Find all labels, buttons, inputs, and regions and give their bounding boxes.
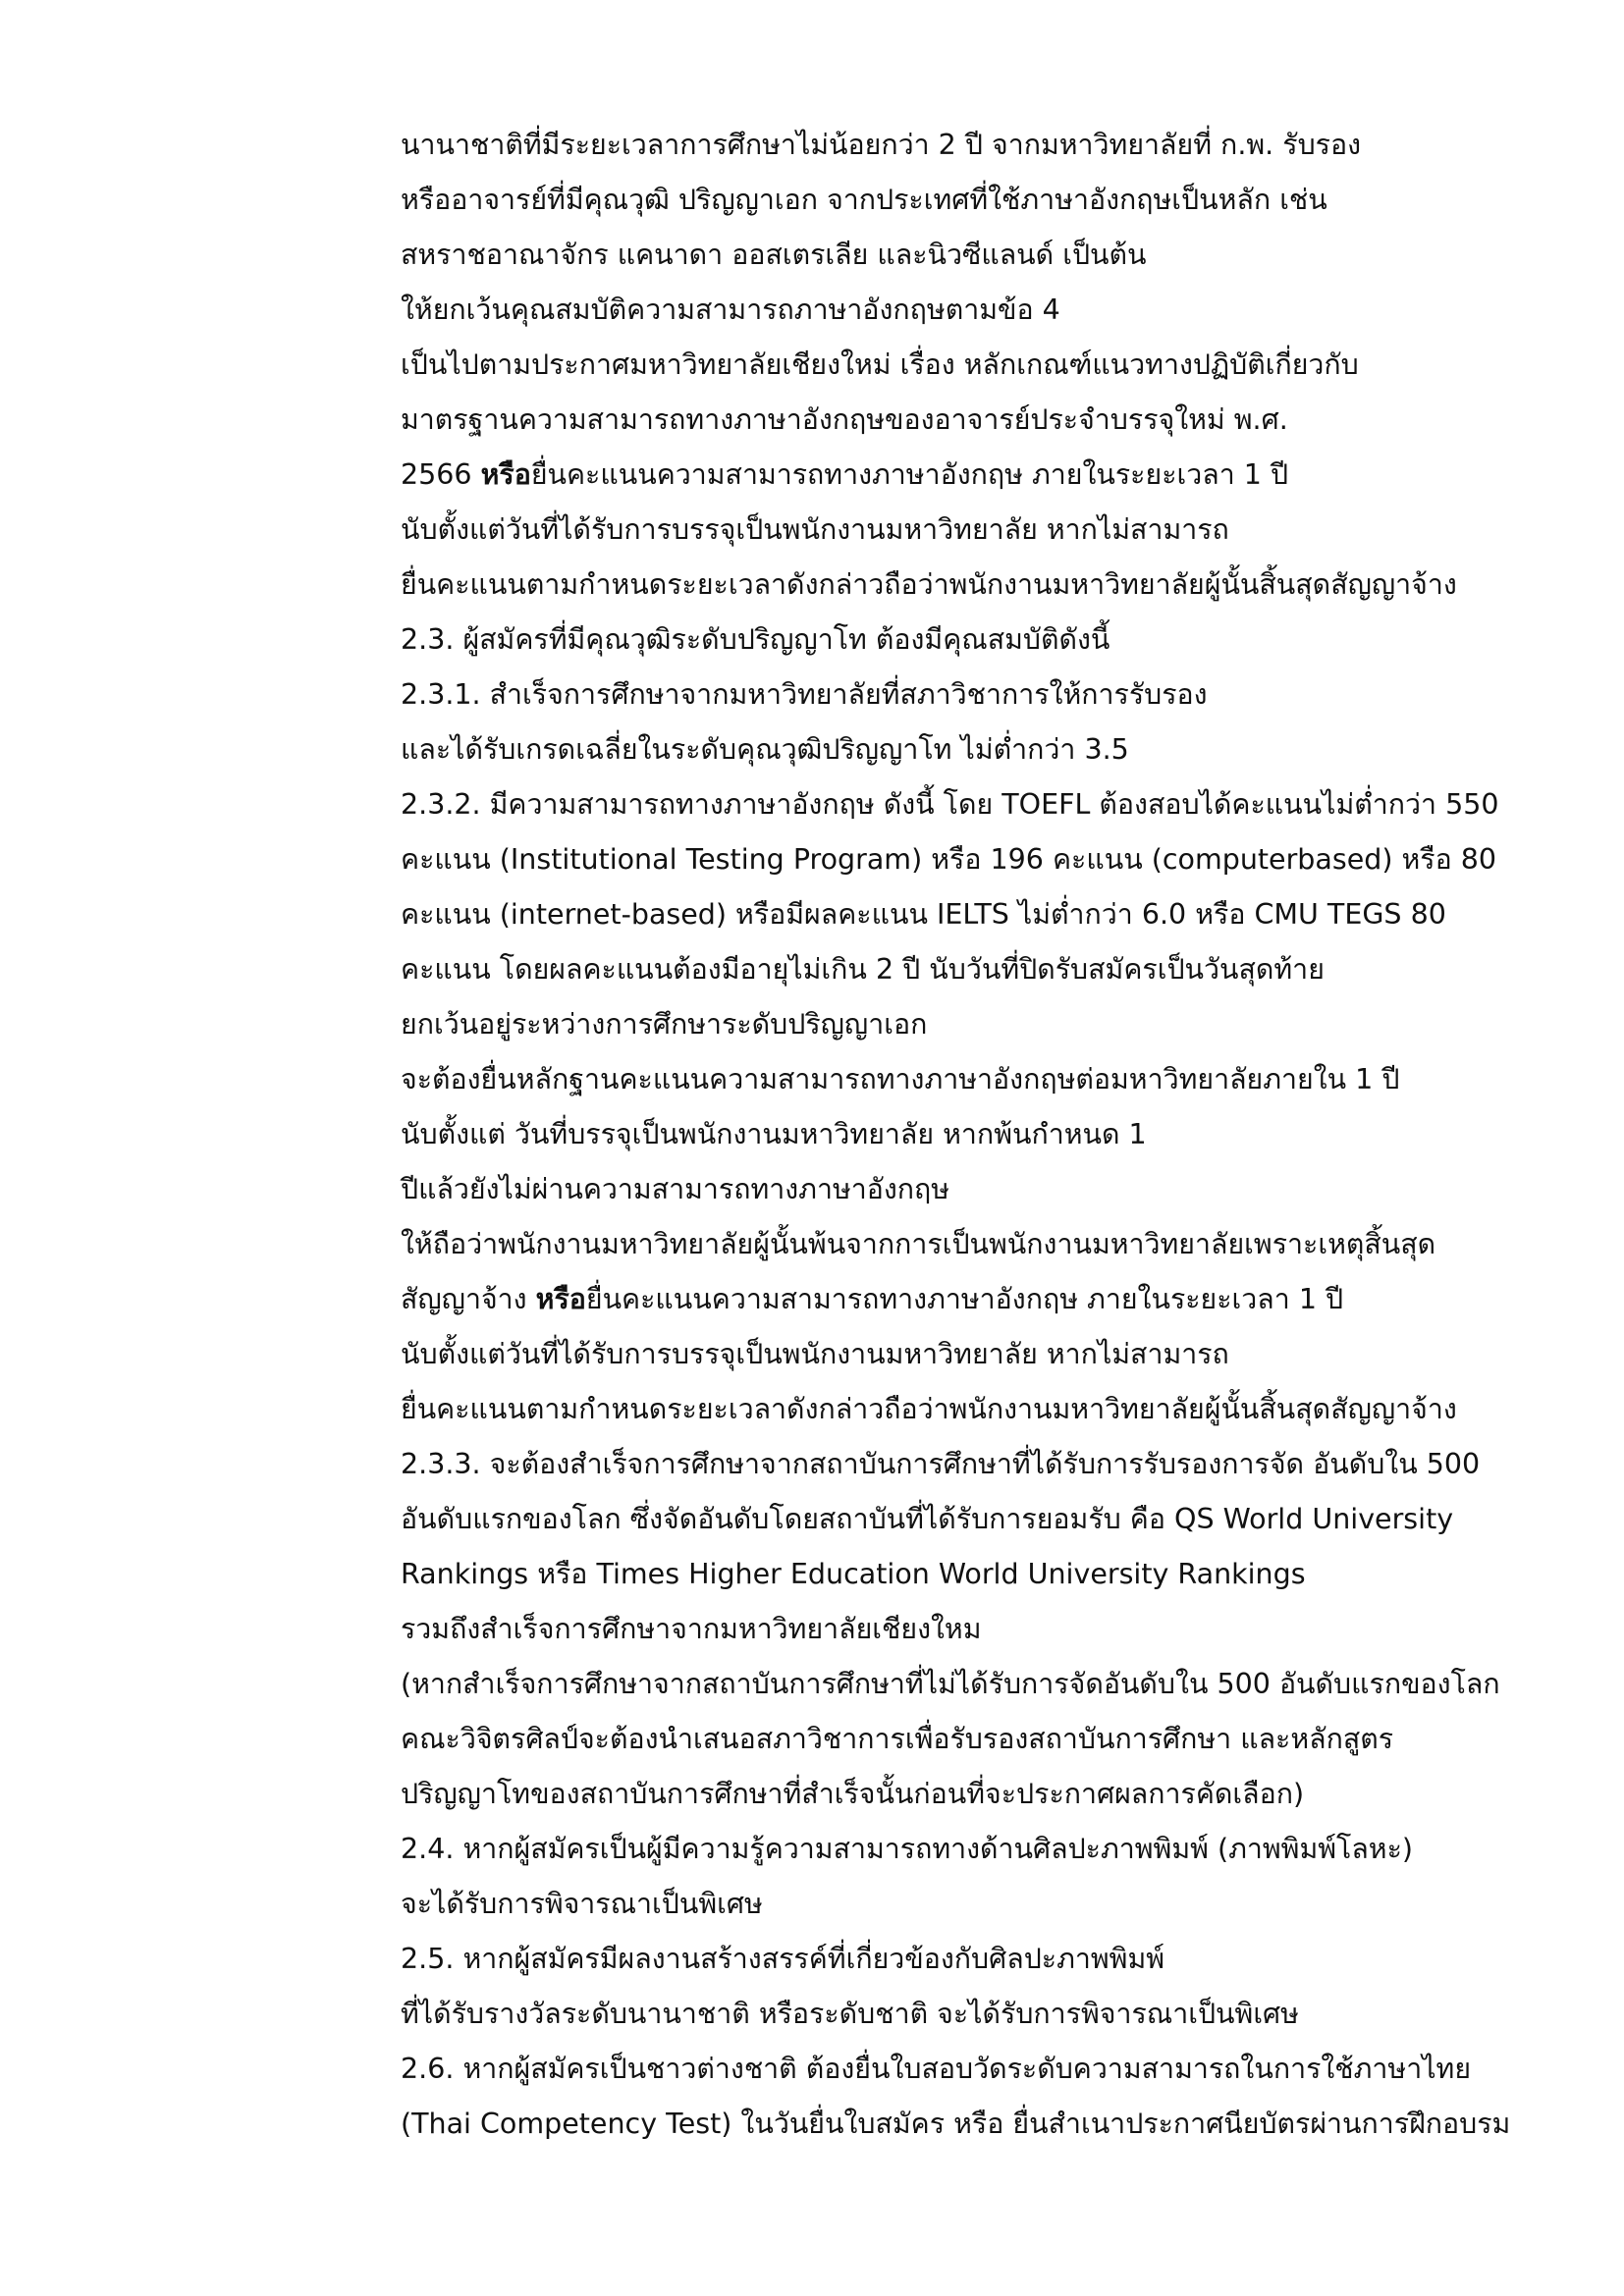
text-line: นานาชาติที่มีระยะเวลาการศึกษาไม่น้อยกว่า 2 ปี จากมหาวิทยาลัยที่ ก.พ. รับรอง — [401, 129, 1362, 161]
text-line: ให้ถือว่าพนักงานมหาวิทยาลัยผู้นั้นพ้นจากการเป็นพนักงานมหาวิทยาลัยเพราะเหตุสิ้นสุด — [401, 1228, 1436, 1260]
text-line: รวมถึงสำเร็จการศึกษาจากมหาวิทยาลัยเชียงใหม — [401, 1613, 982, 1645]
text-line — [401, 448, 1500, 503]
text-line: ยกเว้นอยู่ระหว่างการศึกษาระดับปริญญาเอก — [401, 1008, 928, 1041]
section-2-6: 2.6. หากผู้สมัครเป็นชาวต่างชาติ ต้องยื่นใบสอบวัดระดับความสามารถในการใช้ภาษาไทย — [401, 2053, 1472, 2085]
section-2-4: 2.4. หากผู้สมัครเป็นผู้มีความรู้ความสามารถทางด้านศิลปะภาพพิมพ์ (ภาพพิมพ์โลหะ) — [401, 1833, 1414, 1865]
text-line: นับตั้งแต่วันที่ได้รับการบรรจุเป็นพนักงานมหาวิทยาลัย หากไม่สามารถ — [401, 513, 1229, 546]
text-line: อันดับแรกของโลก ซึ่งจัดอันดับโดยสถาบันที่ได้รับการยอมรับ คือ QS World University — [401, 1503, 1454, 1535]
text-line: คะแนน โดยผลคะแนนต้องมีอายุไม่เกิน 2 ปี นับวันที่ปิดรับสมัครเป็นวันสุดท้าย — [401, 953, 1325, 986]
text-line — [401, 1272, 1500, 1327]
text-run: ยื่นคะแนนความสามารถทางภาษาอังกฤษ ภายในระยะเวลา 1 ปี — [585, 1283, 1344, 1315]
text-line: ยื่นคะแนนตามกำหนดระยะเวลาดังกล่าวถือว่าพนักงานมหาวิทยาลัยผู้นั้นสิ้นสุดสัญญาจ้าง — [401, 568, 1457, 601]
subsection-2-3-3: 2.3.3. จะต้องสำเร็จการศึกษาจากสถาบันการศึกษาที่ได้รับการรับรองการจัด อันดับใน 500 — [401, 1448, 1481, 1480]
text-run: 2566 — [401, 458, 481, 491]
text-line: Rankings หรือ Times Higher Education World University Rankings — [401, 1558, 1306, 1590]
text-line: คณะวิจิตรศิลป์จะต้องนำเสนอสภาวิชาการเพื่อรับรองสถาบันการศึกษา และหลักสูตร — [401, 1723, 1394, 1755]
bold-keyword: หรือ — [535, 1283, 586, 1315]
text-line: ให้ยกเว้นคุณสมบัติความสามารถภาษาอังกฤษตามข้อ 4 — [401, 294, 1060, 326]
bold-keyword: หรือ — [480, 458, 531, 491]
text-line: ที่ได้รับรางวัลระดับนานาชาติ หรือระดับชาติ จะได้รับการพิจารณาเป็นพิเศษ — [401, 1998, 1299, 2030]
text-line: หรืออาจารย์ที่มีคุณวุฒิ ปริญญาเอก จากประเทศที่ใช้ภาษาอังกฤษเป็นหลัก เช่น — [401, 184, 1327, 216]
text-line: มาตรฐานความสามารถทางภาษาอังกฤษของอาจารย์ประจำบรรจุใหม่ พ.ศ. — [401, 403, 1288, 436]
text-line: ปีแล้วยังไม่ผ่านความสามารถทางภาษาอังกฤษ — [401, 1173, 950, 1205]
section-2-5: 2.5. หากผู้สมัครมีผลงานสร้างสรรค์ที่เกี่ยวข้องกับศิลปะภาพพิมพ์ — [401, 1943, 1165, 1975]
text-line: และได้รับเกรดเฉลี่ยในระดับคุณวุฒิปริญญาโท ไม่ต่ำกว่า 3.5 — [401, 733, 1129, 766]
text-line: นับตั้งแต่วันที่ได้รับการบรรจุเป็นพนักงานมหาวิทยาลัย หากไม่สามารถ — [401, 1338, 1229, 1370]
text-line: จะได้รับการพิจารณาเป็นพิเศษ — [401, 1888, 763, 1920]
text-line: ปริญญาโทของสถาบันการศึกษาที่สำเร็จนั้นก่อนที่จะประกาศผลการคัดเลือก) — [401, 1778, 1305, 1810]
text-line: ยื่นคะแนนตามกำหนดระยะเวลาดังกล่าวถือว่าพนักงานมหาวิทยาลัยผู้นั้นสิ้นสุดสัญญาจ้าง — [401, 1393, 1457, 1425]
text-run: สัญญาจ้าง — [401, 1283, 536, 1315]
section-heading-2-3: 2.3. ผู้สมัครที่มีคุณวุฒิระดับปริญญาโท ต้องมีคุณสมบัติดังนี้ — [401, 623, 1110, 656]
text-line: นับตั้งแต่ วันที่บรรจุเป็นพนักงานมหาวิทยาลัย หากพ้นกำหนด 1 — [401, 1118, 1147, 1150]
document-body — [401, 118, 1511, 2152]
subsection-2-3-2: 2.3.2. มีความสามารถทางภาษาอังกฤษ ดังนี้ โดย TOEFL ต้องสอบได้คะแนนไม่ต่ำกว่า 550 — [401, 788, 1499, 821]
text-line: สหราชอาณาจักร แคนาดา ออสเตรเลีย และนิวซีแลนด์ เป็นต้น — [401, 239, 1147, 271]
text-line: เป็นไปตามประกาศมหาวิทยาลัยเชียงใหม่ เรื่อง หลักเกณฑ์แนวทางปฏิบัติเกี่ยวกับ — [401, 348, 1359, 381]
subsection-2-3-1: 2.3.1. สำเร็จการศึกษาจากมหาวิทยาลัยที่สภาวิชาการให้การรับรอง — [401, 678, 1208, 711]
text-line: คะแนน (internet-based) หรือมีผลคะแนน IELTS ไม่ต่ำกว่า 6.0 หรือ CMU TEGS 80 — [401, 898, 1446, 931]
text-run: ยื่นคะแนนความสามารถทางภาษาอังกฤษ ภายในระยะเวลา 1 ปี — [530, 458, 1289, 491]
text-line: (หากสำเร็จการศึกษาจากสถาบันการศึกษาที่ไม่ได้รับการจัดอันดับใน 500 อันดับแรกของโลก — [401, 1668, 1500, 1700]
text-line: จะต้องยื่นหลักฐานคะแนนความสามารถทางภาษาอังกฤษต่อมหาวิทยาลัยภายใน 1 ปี — [401, 1063, 1400, 1095]
text-line: คะแนน (Institutional Testing Program) หรือ 196 คะแนน (computerbased) หรือ 80 — [401, 843, 1497, 876]
text-line: (Thai Competency Test) ในวันยื่นใบสมัคร หรือ ยื่นสำเนาประกาศนียบัตรผ่านการฝึกอบรม — [401, 2108, 1511, 2140]
